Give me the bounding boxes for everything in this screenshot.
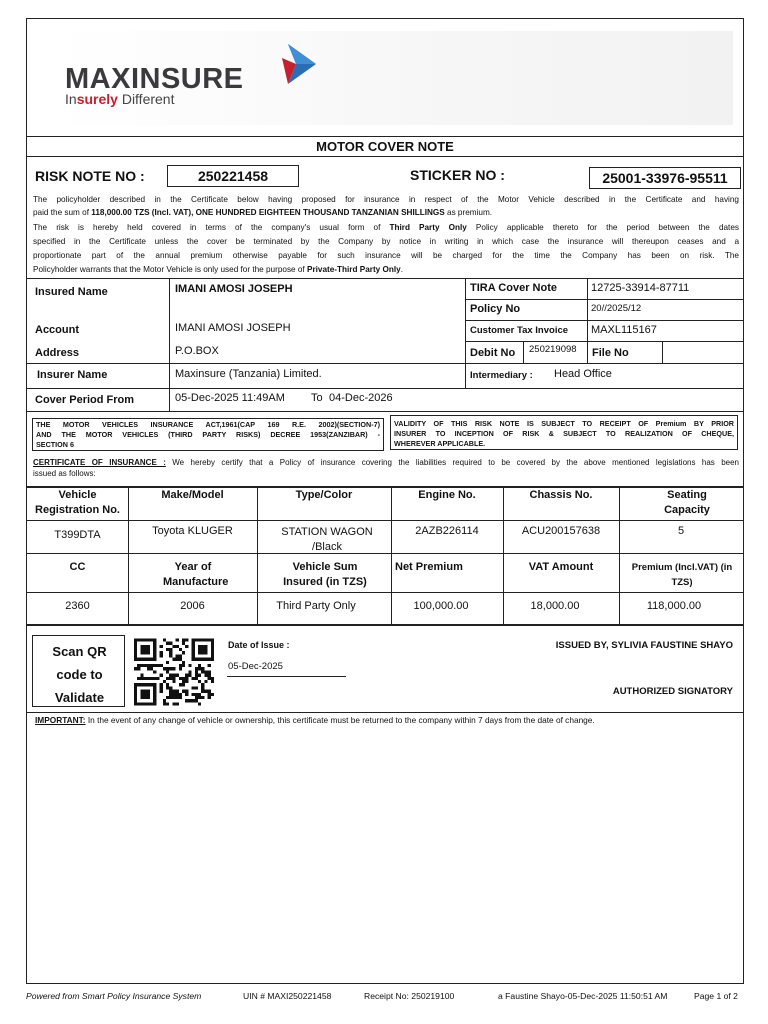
date-of-issue-value: 05-Dec-2025 [228,661,283,672]
header-year: Year of Manufacture [163,561,229,588]
risk-note-label: RISK NOTE NO : [35,168,145,184]
debit-no-value: 250219098 [529,344,577,355]
authorized-signatory: AUTHORIZED SIGNATORY [612,686,733,697]
footer-powered: Powered from Smart Policy Insurance System [26,991,202,1001]
important-note: IMPORTANT: In the event of any change of vehicle or ownership, this certificate must be returned to the company within 7 days from the date of change. [35,715,595,725]
policy-paragraph-2a: The risk is hereby held covered in terms of the company's usual form of Third Party Only Policy applicable thereto for the period between the dates [33,223,739,232]
header-vehicle-reg: Vehicle Registration No. [35,489,120,516]
tira-value: 12725-33914-87711 [591,282,690,294]
risk-note-value: 250221458 [197,168,269,184]
issued-by: ISSUED BY, SYLIVIA FAUSTINE SHAYO [555,640,733,651]
cover-period-label: Cover Period From [35,394,135,406]
validity-line-1: VALIDITY OF THIS RISK NOTE IS SUBJECT TO RECEIPT OF Premium BY PRIOR [394,419,734,428]
cover-from-value: 05-Dec-2025 11:49AM [175,392,285,404]
footer-stamp: a Faustine Shayo-05-Dec-2025 11:50:51 AM [498,991,668,1001]
value-chassis-no: ACU200157638 [521,525,601,537]
sticker-value: 25001-33976-95511 [602,170,728,186]
footer-uin: UIN # MAXI250221458 [243,991,332,1001]
policy-paragraph-2b: specified in the Certificate unless the cover be terminated by the Company by notice in writing in which case the insurance will thereupon ceases and a [33,237,739,246]
risk-note-box [167,165,299,187]
address-value: P.O.BOX [175,345,219,357]
header-vat-amount: VAT Amount [528,561,594,573]
header-type-color: Type/Color [295,489,353,501]
act-box [32,418,384,451]
value-engine-no: 2AZB226114 [415,525,479,537]
policy-no-label: Policy No [470,303,521,315]
value-sum-insured: Third Party Only [276,600,356,612]
brand-name: MAXINSURE [65,63,244,95]
value-cc: 2360 [65,600,90,612]
value-make-model: Toyota KLUGER [152,525,233,537]
insured-name-label: Insured Name [35,286,108,298]
date-of-issue-label: Date of Issue : [228,640,290,650]
date-underline [227,676,346,677]
qr-code-icon[interactable] [134,638,214,706]
cover-note-page [26,18,744,984]
document-title: MOTOR COVER NOTE [316,139,454,154]
debit-no-label: Debit No [470,347,516,359]
brand-tagline: Insurely Different [65,91,175,107]
account-value: IMANI AMOSI JOSEPH [175,322,291,334]
policy-paragraph-1a: The policyholder described in the Certificate below having proposed for insurance in respect of the Motor Vehicle described in the Certificate and having [33,195,739,204]
insurer-name-value: Maxinsure (Tanzania) Limited. [175,368,322,380]
sticker-box [589,167,741,189]
certificate-text-b: issued as follows: [33,469,96,478]
act-line-2: AND THE MOTOR VEHICLES (THIRD PARTY RISKS) DECREE 1953(ZANZIBAR) - [36,430,380,439]
certificate-text-a: CERTIFICATE OF INSURANCE : We hereby certify that a Policy of insurance covering the liabilities required to be covered by the above mentioned legislations has been [33,458,739,467]
value-premium-incl-vat: 118,000.00 [646,600,702,612]
intermediary-label: Intermediary : [470,370,533,381]
value-vat-amount: 18,000.00 [530,600,580,612]
header-premium-incl-vat: Premium (Incl.VAT) (in TZS) [631,562,733,588]
header-cc: CC [69,561,86,573]
tax-invoice-value: MAXL115167 [591,324,657,336]
insured-name-value: IMANI AMOSI JOSEPH [175,283,293,295]
cover-to-label: To [311,392,323,404]
insurer-name-label: Insurer Name [37,369,108,381]
value-net-premium: 100,000.00 [413,600,469,612]
validity-box [390,415,738,450]
sticker-label: STICKER NO : [410,167,505,183]
act-line-3: SECTION 6 [36,440,74,449]
header-seating: Seating Capacity [664,489,710,516]
footer-page: Page 1 of 2 [694,991,738,1001]
cover-to-value: 04-Dec-2026 [329,392,393,404]
header-make-model: Make/Model [161,489,224,501]
act-line-1: THE MOTOR VEHICLES INSURANCE ACT,1961(CAP 169 R.E. 2002)(SECTION-7) [36,420,380,429]
tax-invoice-label: Customer Tax Invoice [470,325,569,336]
header-net-premium: Net Premium [395,561,463,573]
footer-receipt: Receipt No: 250219100 [364,991,455,1001]
file-no-label: File No [592,347,629,359]
validity-line-2: INSURER TO INCEPTION OF RISK & SUBJECT TO REALIZATION OF CHEQUE, [394,429,734,438]
policy-no-value: 20//2025/12 [591,303,642,314]
value-year: 2006 [180,600,205,612]
scan-qr-box [32,635,125,707]
header-sum-insured: Vehicle Sum Insured (in TZS) [283,561,367,588]
tira-label: TIRA Cover Note [470,282,557,294]
validity-line-3: WHEREVER APPLICABLE. [394,439,486,448]
brand-arrow-icon [282,44,322,84]
header-chassis-no: Chassis No. [529,489,593,501]
policy-paragraph-2d: Policyholder warrants that the Motor Vehicle is only used for the purpose of Private-Third Party Only. [33,265,403,274]
header-engine-no: Engine No. [418,489,476,501]
value-seating: 5 [677,525,685,537]
account-label: Account [35,324,79,336]
value-type-color: STATION WAGON /Black [281,526,373,553]
logo-header [27,19,743,137]
policy-paragraph-2c: proportionate part of the annual premium otherwise payable for such insurance will be charged for the time the Company has been on risk. The [33,251,739,260]
value-vehicle-reg: T399DTA [54,529,101,541]
address-label: Address [35,347,80,359]
intermediary-value: Head Office [554,368,612,380]
scan-qr-text: Scan QR code to Validate [52,644,107,705]
policy-paragraph-1b: paid the sum of 118,000.00 TZS (Incl. VAT), ONE HUNDRED EIGHTEEN THOUSAND TANZANIAN SHILLINGS as premium. [33,208,493,217]
